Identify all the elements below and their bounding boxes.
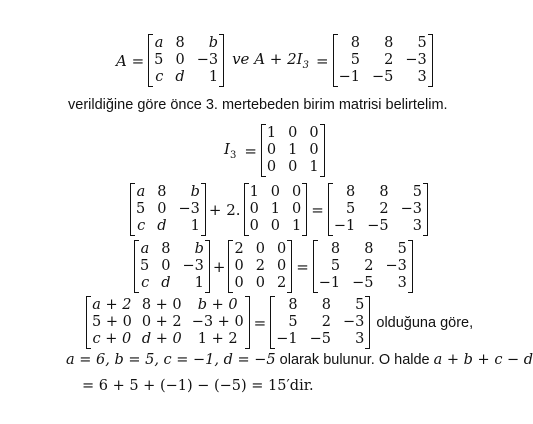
matrix-cell: −3: [178, 201, 200, 217]
matrix-cell: 8: [161, 241, 171, 257]
matrix-cell: 0: [255, 241, 265, 257]
equals-sign: =: [315, 51, 329, 70]
matrix-cell: −5: [367, 218, 389, 234]
matrix-cell: 2: [379, 201, 389, 217]
matrix-cell: 3: [355, 331, 365, 347]
matrix-cell: 3: [417, 69, 427, 85]
matrix-cell: −1: [276, 331, 298, 347]
matrix-cell: 5: [140, 258, 150, 274]
values-expression: a = 6, b = 5, c = −1, d = −5: [66, 352, 276, 368]
matrix-cell: −3: [343, 314, 365, 330]
matrix-cell: 8: [157, 184, 167, 200]
matrix-cell: −5: [371, 69, 394, 85]
matrix-cell: −1: [338, 69, 360, 85]
matrix-cell: c + 0: [92, 331, 132, 347]
matrix-cell: 0: [292, 184, 302, 200]
matrix-result: [313, 240, 413, 293]
values-text: olarak bulunur. O halde: [275, 352, 434, 368]
matrix-cell: 8: [330, 241, 341, 257]
matrix-a: [130, 183, 206, 236]
matrix-cell: 8: [288, 297, 298, 313]
matrix-cell: 3: [412, 218, 422, 234]
matrix-result: [270, 296, 370, 349]
matrix-cell: 5: [412, 184, 422, 200]
matrix-cell: −3: [196, 52, 219, 68]
lhs-a: A =: [116, 51, 145, 70]
matrix-cell: 5: [330, 258, 341, 274]
line-equation-2i: [130, 183, 428, 236]
plus-two: + 2.: [208, 200, 241, 219]
matrix-cell: 5: [288, 314, 298, 330]
equals-sign: =: [244, 141, 257, 160]
matrix-cell: −1: [318, 275, 341, 291]
matrix-cell: 8: [345, 184, 356, 200]
matrix-cell: 8 + 0: [141, 297, 182, 313]
matrix-cell: 0: [266, 142, 277, 158]
matrix-cell: a + 2: [92, 297, 132, 313]
matrix-result: [328, 183, 428, 236]
matrix-cell: 1: [190, 218, 200, 234]
line-identity: [220, 124, 325, 177]
matrix-cell: 5: [417, 35, 427, 51]
matrix-cell: 0: [234, 275, 244, 291]
matrix-cell: 8: [384, 35, 394, 51]
matrix-cell: 0: [249, 218, 259, 234]
matrix-cell: b: [190, 184, 200, 200]
line-equation-sum: [134, 240, 413, 293]
matrix-a: [148, 34, 224, 87]
matrix-cell: 8: [379, 184, 389, 200]
matrix-cell: 5: [154, 52, 164, 68]
matrix-cell: 0: [288, 125, 298, 141]
identity-label: $I_3$: [224, 140, 237, 161]
matrix-cell: d: [161, 275, 171, 291]
equals-sign: =: [311, 200, 324, 219]
matrix-cell: −3: [182, 258, 204, 274]
matrix-cell: 8: [175, 35, 185, 51]
matrix-cell: 0: [276, 241, 287, 257]
matrix-cell: 5: [355, 297, 365, 313]
line-result: [82, 378, 314, 394]
plus-sign: +: [212, 257, 226, 276]
matrix-identity: [244, 183, 308, 236]
sum-expression: a + b + c − d: [433, 352, 533, 368]
matrix-cell: 1: [288, 142, 298, 158]
conclusion-text: olduğuna göre,: [376, 314, 474, 331]
matrix-cell: 0: [292, 201, 302, 217]
matrix-cell: 0: [288, 159, 298, 175]
matrix-cell: 0: [175, 52, 185, 68]
matrix-cell: 0: [255, 275, 265, 291]
matrix-cell: a: [136, 184, 146, 200]
result-expression: = 6 + 5 + (−1) − (−5) = 15′dir.: [82, 378, 314, 394]
matrix-cell: 5 + 0: [92, 314, 132, 330]
matrix-cell: 0: [270, 184, 281, 200]
matrix-cell: 0: [309, 125, 319, 141]
matrix-cell: −3: [405, 52, 427, 68]
matrix-cell: −3: [400, 201, 422, 217]
line-given: [112, 34, 433, 87]
matrix-cell: −5: [309, 331, 331, 347]
line-instruction: verildiğine göre önce 3. mertebeden birim matrisi belirtelim.: [68, 97, 448, 113]
matrix-cell: c: [137, 218, 146, 234]
matrix-cell: 2: [321, 314, 331, 330]
line-values: [66, 352, 533, 368]
matrix-a: [134, 240, 210, 293]
ve-label: ve $A + 2I_3$: [232, 50, 309, 71]
matrix-cell: 1: [208, 69, 219, 85]
matrix-cell: 0: [249, 201, 259, 217]
matrix-cell: c: [155, 69, 164, 85]
matrix-cell: 2: [276, 275, 287, 291]
equals-sign: =: [253, 313, 267, 332]
matrix-cell: −5: [352, 275, 374, 291]
matrix-cell: −1: [333, 218, 356, 234]
matrix-cell: 0: [266, 159, 277, 175]
matrix-cell: −3 + 0: [191, 314, 244, 330]
matrix-cell: 1: [194, 275, 204, 291]
line-elementwise: [86, 296, 473, 349]
matrix-cell: b + 0: [197, 297, 238, 313]
matrix-cell: 1 + 2: [197, 331, 238, 347]
matrix-cell: 8: [321, 297, 331, 313]
matrix-cell: c: [141, 275, 150, 291]
matrix-cell: d + 0: [141, 331, 182, 347]
matrix-cell: 0: [270, 218, 281, 234]
matrix-cell: 2: [234, 241, 244, 257]
matrix-cell: 5: [397, 241, 407, 257]
matrix-cell: a: [140, 241, 150, 257]
matrix-cell: b: [194, 241, 204, 257]
matrix-cell: d: [175, 69, 185, 85]
matrix-cell: 1: [249, 184, 259, 200]
matrix-result: [333, 34, 433, 87]
matrix-cell: 2: [255, 258, 265, 274]
matrix-cell: 1: [270, 201, 281, 217]
matrix-cell: 0: [309, 142, 319, 158]
matrix-cell: 0: [276, 258, 287, 274]
matrix-cell: 5: [350, 52, 360, 68]
matrix-cell: b: [208, 35, 219, 51]
matrix-cell: 8: [350, 35, 360, 51]
matrix-2i: [228, 240, 292, 293]
matrix-cell: 1: [266, 125, 277, 141]
matrix-cell: a: [154, 35, 164, 51]
equals-sign: =: [296, 257, 309, 276]
matrix-cell: 0: [234, 258, 244, 274]
matrix-cell: 1: [309, 159, 319, 175]
matrix-cell: 0 + 2: [141, 314, 182, 330]
matrix-identity: [261, 124, 325, 177]
matrix-cell: 3: [397, 275, 407, 291]
matrix-sum: [86, 296, 250, 349]
matrix-cell: 5: [136, 201, 146, 217]
matrix-cell: d: [157, 218, 167, 234]
matrix-cell: 0: [157, 201, 167, 217]
matrix-cell: 1: [292, 218, 302, 234]
matrix-cell: 8: [364, 241, 374, 257]
matrix-cell: 2: [384, 52, 394, 68]
matrix-cell: 5: [345, 201, 356, 217]
matrix-cell: 2: [364, 258, 374, 274]
matrix-cell: 0: [161, 258, 171, 274]
matrix-cell: −3: [385, 258, 407, 274]
